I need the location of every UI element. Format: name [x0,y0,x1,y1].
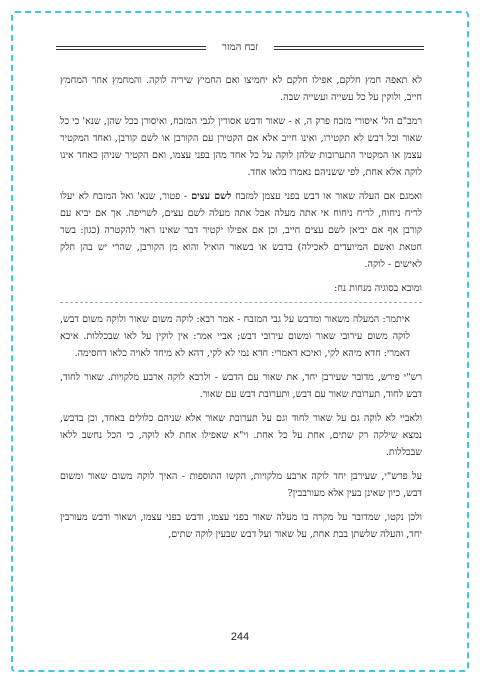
running-header [0,40,480,56]
paragraph: רש"י פירש, מדובר שעירבן יחד, את שאור עם הדבש - ולרבא לוקה ארבע מלקויות. שאור לחוד, דבש לחוד, תערובת שאור עם דבש, ותערובת דבש עם שאור. [60,372,422,400]
paragraph: רמב"ם הל' איסורי מזבח פרק ה, א - שאור ודבש אסורין לגבי המזבח, ואיסורן בכל שהן, שנא' כי כל שאור וכל דבש לא תקטירו, ואינו חייב אלא אם הקטירן עם הקורבן או לשם קורבן, ואחד המקטיר עצמן או המקטיר התערובות שלהן לוקה על כל אחד מהן בפני עצמו, ואם הקטיר שניהן כאחד אינו לוקה אלא אחת, לפי ששניהם נאמרו בלאו אחד. [60,116,422,178]
paragraph: לא תאפה חמץ חלקם, אפילו חלקם לא יחמיצו ואם החמיץ שיריה לוקה. והמחמץ אחר המחמץ חייב, ולוקין על כל עשייה ועשייה שבה. [60,75,422,103]
emphasis: לשם עצים [191,191,232,202]
paragraph: ולאביי לא לוקה גם על שאור לחוד וגם על תערובת שאור אלא שניהם כלולים באחד, וכן בדבש, נמצא שילקה רק שתים, אחת על כל אחת. וי"א שאפילו אחת לא לוקה, כי הכל נחשב ללאו שבכללות. [60,413,422,458]
page-number: 244 [230,631,250,643]
header-rule-right [274,46,424,50]
paragraph: ולכן נקטו, שמדובר על מקרה בו מעלה שאור בפני עצמו, ודבש בפני עצמו, ושאור ודבש מעורבין יחד, והעלה שלשתן בבת אחת, על שאור ועל דבש שבעין לוקה שתים, [60,512,422,540]
paragraph-text: - פטור, שנא' ואל המזבח לא יעלו לריח ניחוח, לריח ניחוח אי אתה מעלה אבל אתה מעלה לשם עצים, לשריפה. אך אם יביא עם קורבן אף אם יביאן לשם עצים חייב, וכן אם אפילו יקטיר דבר שאינו ראוי להקטרה (כגון: בשר חטאת ואשם המיועדים לאכילה) בדבש או בשאור הואיל והוא מן הקורבן, שהרי יש בהן חלק לאישים - לוקה. [60,191,422,270]
divider [60,302,422,303]
body-text [60,72,422,550]
running-title: זבח המזר [221,42,259,53]
paragraph: על פרש"י, שעירבן יחד לוקה ארבע מלקויות, הקשו התוספות - האיך לוקה משום שאור ומשום דבש, כיון שאינן בעין אלא מעורבבין? [60,471,422,499]
quoted-passage: איתמר: המעלה משאור ומדבש על גבי המזבח - אמר רבא: לוקה משום שאור ולוקה משום דבש, לוקה משום עירובי שאור ומשום עירובי דבש; אביי אמר: אין לוקין על לאו שבכללות. איכא דאמרי: חדא מיהא לקי, ואיכא דאמרי: חדא נמי לא לקי, דהא לא מיחד לאויה כלאו דחסימה. [60,314,410,359]
paragraph [60,188,422,273]
paragraph-text: ואמגם אם העלה שאור או דבש בפני עצמן למזבח [235,191,422,202]
source-intro: ומובא בסוגיה מנחות נח: [334,283,422,294]
header-rule-left [56,46,206,50]
